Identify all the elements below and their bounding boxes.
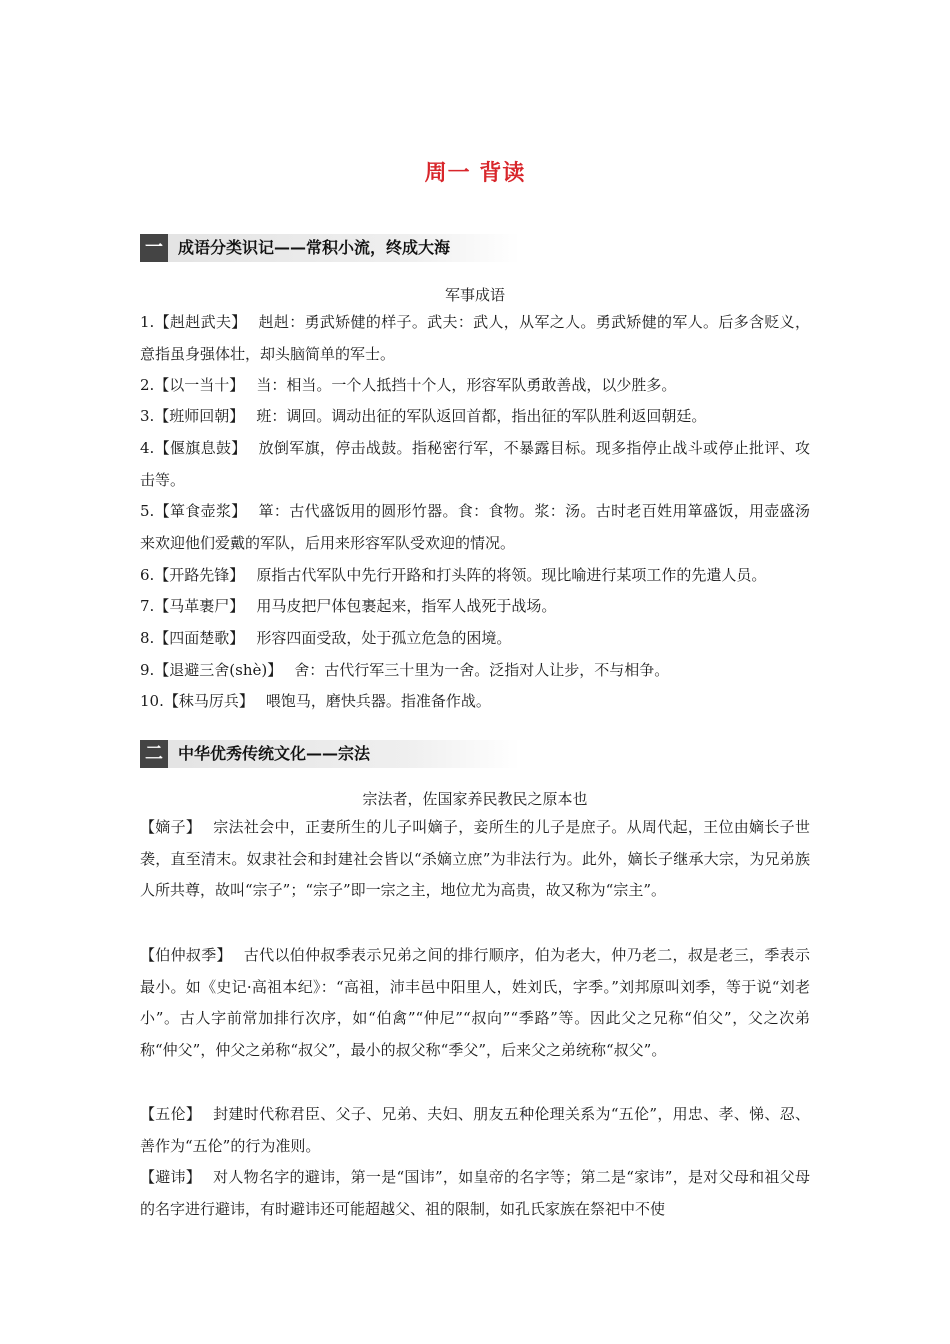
- idiom-entry: [140, 591, 810, 623]
- idiom-term: 2.【以一当十】: [140, 376, 245, 394]
- section-title: 成语分类识记——常积小流，终成大海: [178, 238, 451, 257]
- idiom-term: 7.【马革裹尸】: [140, 597, 245, 615]
- section-header-1: [140, 234, 520, 262]
- culture-entry: [140, 1099, 810, 1162]
- culture-definition: 古代以伯仲叔季表示兄弟之间的排行顺序，伯为老大，仲乃老二，叔是老三，季表示最小。如《史记·高祖本纪》：“高祖，沛丰邑中阳里人，姓刘氏，字季。”刘邦原叫刘季，等于说“刘老小”。古人字前常加排行次序，如“伯禽”“仲尼”“叔向”“季路”等。因此父之兄称“伯父”，父之次弟称“仲父”，仲父之弟称“叔父”，最小的叔父称“季父”，后来父之弟统称“叔父”。: [140, 946, 810, 1059]
- idiom-entry: [140, 401, 810, 433]
- culture-entry: [140, 940, 810, 1066]
- idiom-definition: 赳赳：勇武矫健的样子。武夫：武人，从军之人。勇武矫健的军人。后多含贬义，意指虽身强体壮，却头脑简单的军士。: [140, 313, 810, 363]
- idiom-term: 9.【退避三舍(shè)】: [140, 661, 283, 679]
- idiom-definition: 用马皮把尸体包裹起来，指军人战死于战场。: [256, 597, 557, 615]
- idiom-entry: [140, 655, 810, 687]
- culture-term: 【嫡子】: [140, 818, 202, 836]
- idiom-definition: 喂饱马，磨快兵器。指准备作战。: [265, 692, 491, 710]
- idiom-definition: 形容四面受敌，处于孤立危急的困境。: [256, 629, 512, 647]
- idiom-term: 8.【四面楚歌】: [140, 629, 245, 647]
- idiom-entry: [140, 686, 810, 718]
- culture-definition: 宗法社会中，正妻所生的儿子叫嫡子，妾所生的儿子是庶子。从周代起，王位由嫡长子世袭，直至清末。奴隶社会和封建社会皆以“杀嫡立庶”为非法行为。此外，嫡长子继承大宗，为兄弟族人所共尊，故叫“宗子”；“宗子”即一宗之主，地位尤为高贵，故又称为“宗主”。: [140, 818, 810, 899]
- idiom-definition: 当：相当。一个人抵挡十个人，形容军队勇敢善战，以少胜多。: [256, 376, 677, 394]
- idiom-entry: [140, 370, 810, 402]
- idiom-definition: 班：调回。调动出征的军队返回首都，指出征的军队胜利返回朝廷。: [256, 407, 707, 425]
- culture-term: 【避讳】: [140, 1168, 202, 1186]
- culture-definition: 对人物名字的避讳，第一是“国讳”，如皇帝的名字等；第二是“家讳”，是对父母和祖父母的名字进行避讳，有时避讳还可能超越父、祖的限制，如孔氏家族在祭祀中不使: [140, 1168, 810, 1218]
- idiom-entry: [140, 560, 810, 592]
- section-number-badge: 一: [140, 234, 168, 262]
- section-subheading: 宗法者，佐国家养民教民之原本也: [362, 790, 588, 808]
- idiom-definition: 放倒军旗，停击战鼓。指秘密行军，不暴露目标。现多指停止战斗或停止批评、攻击等。: [140, 439, 810, 489]
- section-number-badge: 二: [140, 740, 168, 768]
- page-title: 周一 背读: [424, 161, 526, 186]
- culture-term: 【伯仲叔季】: [140, 946, 232, 964]
- section-header-2: [140, 740, 520, 768]
- idiom-entry: [140, 496, 810, 559]
- idiom-term: 4.【偃旗息鼓】: [140, 439, 247, 457]
- idiom-definition: 舍：古代行军三十里为一舍。泛指对人让步，不与相争。: [294, 661, 670, 679]
- idiom-term: 5.【箪食壶浆】: [140, 502, 247, 520]
- culture-definition: 封建时代称君臣、父子、兄弟、夫妇、朋友五种伦理关系为“五伦”，用忠、孝、悌、忍、善作为“五伦”的行为准则。: [140, 1105, 810, 1155]
- idiom-term: 6.【开路先锋】: [140, 566, 245, 584]
- idiom-definition: 箪：古代盛饭用的圆形竹器。食：食物。浆：汤。古时老百姓用箪盛饭，用壶盛汤来欢迎他们爱戴的军队，后用来形容军队受欢迎的情况。: [140, 502, 810, 552]
- idiom-entry: [140, 433, 810, 496]
- idiom-term: 10.【秣马厉兵】: [140, 692, 254, 710]
- idiom-definition: 原指古代军队中先行开路和打头阵的将领。现比喻进行某项工作的先遣人员。: [256, 566, 767, 584]
- section-title: 中华优秀传统文化——宗法: [178, 744, 371, 763]
- culture-entry: [140, 812, 810, 907]
- idiom-entry: [140, 307, 810, 370]
- section-subheading: 军事成语: [444, 286, 505, 304]
- culture-term: 【五伦】: [140, 1105, 202, 1123]
- idiom-term: 3.【班师回朝】: [140, 407, 245, 425]
- idiom-term: 1.【赳赳武夫】: [140, 313, 247, 331]
- idiom-entry: [140, 623, 810, 655]
- culture-entry: [140, 1162, 810, 1225]
